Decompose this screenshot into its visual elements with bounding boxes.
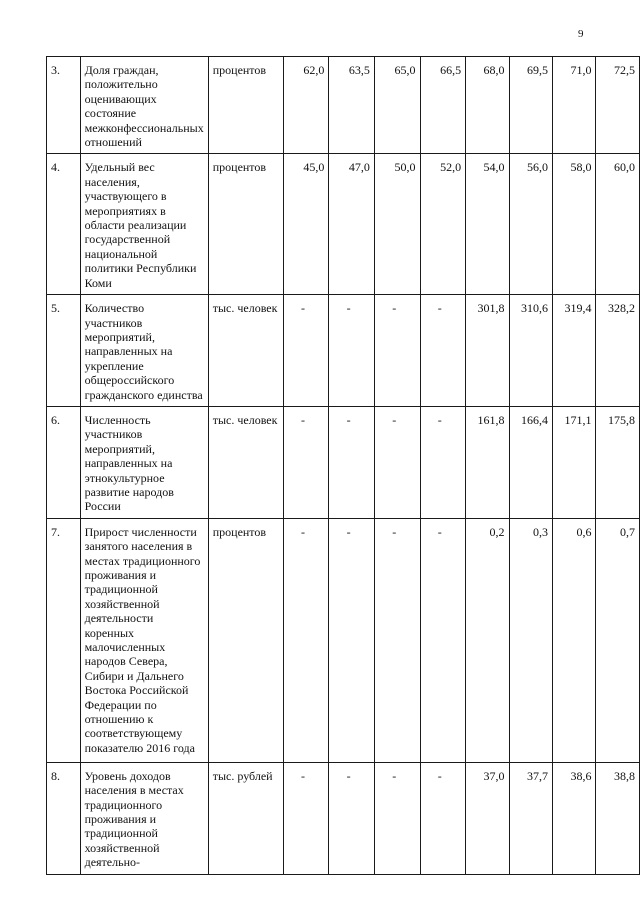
unit-cell: процентов [208, 154, 283, 295]
value-cell: - [283, 518, 329, 762]
value-cell: - [329, 295, 375, 407]
value-cell: 166,4 [509, 406, 552, 518]
unit-cell: тыс. человек [208, 406, 283, 518]
indicator-name: Прирост численности занятого населения в местах традиционного проживания и традиционной хозяйственной деятельности коренных малочисленных народов Севера, Сибири и Дальнего Востока Российской Федерации по отношению к соответствующему показателю 2016 года [80, 518, 208, 762]
row-number: 5. [47, 295, 81, 407]
unit-cell: процентов [208, 518, 283, 762]
value-cell: 69,5 [509, 57, 552, 154]
value-cell: - [420, 406, 466, 518]
value-cell: - [329, 518, 375, 762]
value-cell: 0,7 [596, 518, 640, 762]
value-cell: 65,0 [374, 57, 420, 154]
table-row [47, 762, 640, 874]
unit-cell: тыс. человек [208, 295, 283, 407]
value-cell: 56,0 [509, 154, 552, 295]
value-cell: 52,0 [420, 154, 466, 295]
value-cell: 328,2 [596, 295, 640, 407]
value-cell: 0,3 [509, 518, 552, 762]
value-cell: 319,4 [553, 295, 596, 407]
value-cell: 310,6 [509, 295, 552, 407]
indicator-name: Численность участников мероприятий, направленных на этнокультурное развитие народов России [80, 406, 208, 518]
value-cell: - [420, 518, 466, 762]
row-number: 6. [47, 406, 81, 518]
value-cell: - [374, 762, 420, 874]
row-number: 3. [47, 57, 81, 154]
value-cell: 47,0 [329, 154, 375, 295]
value-cell: - [283, 295, 329, 407]
value-cell: 38,6 [553, 762, 596, 874]
value-cell: - [374, 518, 420, 762]
indicator-name: Количество участников мероприятий, направленных на укрепление общероссийского гражданского единства [80, 295, 208, 407]
value-cell: 37,0 [466, 762, 509, 874]
value-cell: 72,5 [596, 57, 640, 154]
row-number: 4. [47, 154, 81, 295]
value-cell: 54,0 [466, 154, 509, 295]
value-cell: - [374, 295, 420, 407]
value-cell: - [420, 295, 466, 407]
value-cell: - [374, 406, 420, 518]
table-row [47, 154, 640, 295]
table-row [47, 406, 640, 518]
value-cell: 60,0 [596, 154, 640, 295]
value-cell: 175,8 [596, 406, 640, 518]
value-cell: 301,8 [466, 295, 509, 407]
value-cell: - [329, 406, 375, 518]
value-cell: - [283, 406, 329, 518]
indicator-name: Доля граждан, положительно оценивающих состояние межконфессиональных отношений [80, 57, 208, 154]
table-row [47, 518, 640, 762]
value-cell: 45,0 [283, 154, 329, 295]
value-cell: 38,8 [596, 762, 640, 874]
page-number: 9 [578, 28, 584, 40]
value-cell: 50,0 [374, 154, 420, 295]
value-cell: - [329, 762, 375, 874]
value-cell: 66,5 [420, 57, 466, 154]
row-number: 7. [47, 518, 81, 762]
indicator-name: Удельный вес населения, участвующего в мероприятиях в области реализации государственной национальной политики Республики Коми [80, 154, 208, 295]
value-cell: 171,1 [553, 406, 596, 518]
value-cell: - [283, 762, 329, 874]
indicators-table [46, 56, 640, 875]
unit-cell: тыс. рублей [208, 762, 283, 874]
table-row [47, 295, 640, 407]
value-cell: 0,6 [553, 518, 596, 762]
value-cell: - [420, 762, 466, 874]
value-cell: 37,7 [509, 762, 552, 874]
table-row [47, 57, 640, 154]
value-cell: 68,0 [466, 57, 509, 154]
value-cell: 71,0 [553, 57, 596, 154]
value-cell: 0,2 [466, 518, 509, 762]
row-number: 8. [47, 762, 81, 874]
unit-cell: процентов [208, 57, 283, 154]
value-cell: 63,5 [329, 57, 375, 154]
value-cell: 62,0 [283, 57, 329, 154]
value-cell: 161,8 [466, 406, 509, 518]
indicator-name: Уровень доходов населения в местах традиционного проживания и традиционной хозяйственной деятельно- [80, 762, 208, 874]
value-cell: 58,0 [553, 154, 596, 295]
